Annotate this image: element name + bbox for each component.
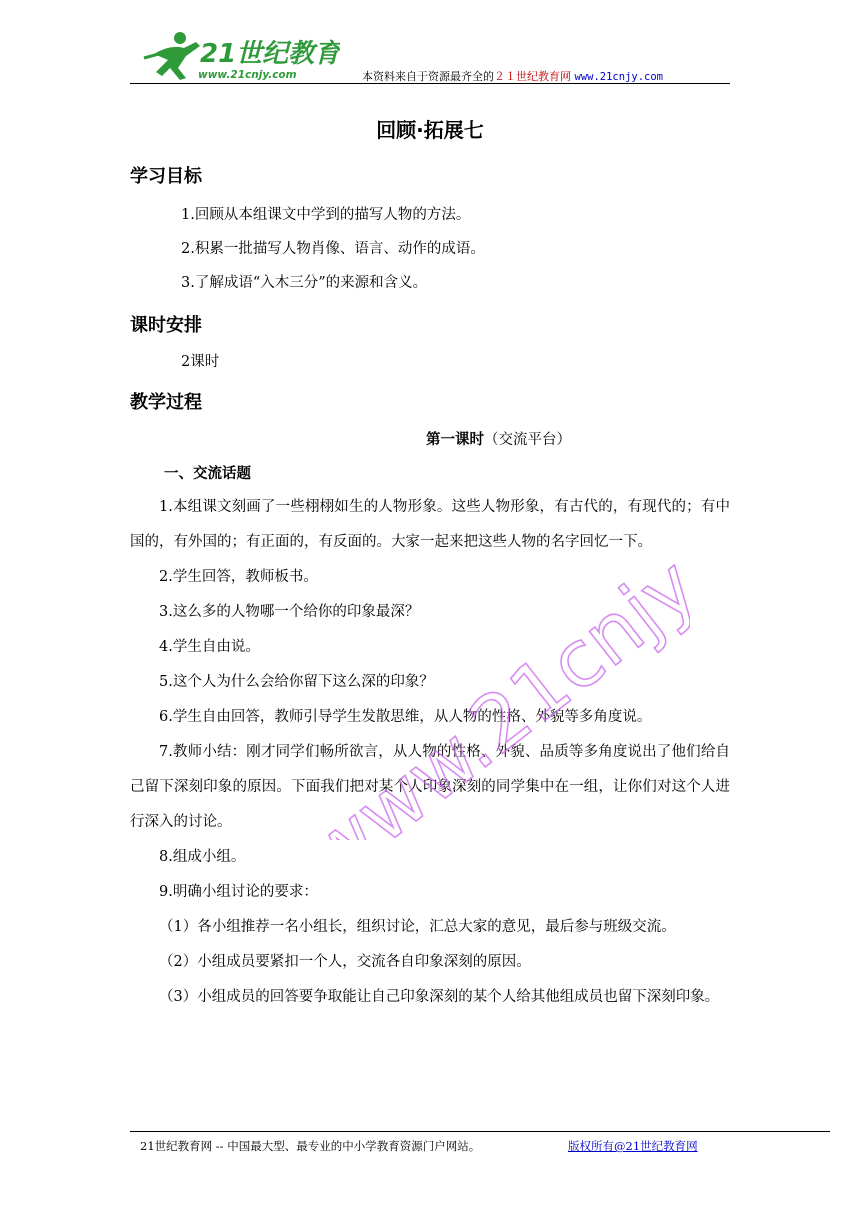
discussion-items xyxy=(130,490,730,1015)
part1-heading: 一、交流话题 xyxy=(164,466,251,482)
list-item: （1）各小组推荐一名小组长，组织讨论，汇总大家的意见，最后参与班级交流。 xyxy=(159,919,676,935)
footer-copyright-link[interactable]: 版权所有@21世纪教育网 xyxy=(568,1139,698,1153)
logo-url-text: www.21cnjy.com xyxy=(198,69,297,81)
goal-item: 3.了解成语“入木三分”的来源和含义。 xyxy=(181,275,428,291)
header-divider xyxy=(130,83,730,84)
header-note-url[interactable]: www.21cnjy.com xyxy=(574,71,664,83)
goal-item: 2.积累一批描写人物肖像、语言、动作的成语。 xyxy=(181,241,485,257)
logo-main-text: 21世纪教育 xyxy=(200,39,340,69)
list-item: 7.教师小结：刚才同学们畅所欲言，从人物的性格、外貌、品质等多角度说出了他们给自己留下深刻印象的原因。下面我们把对某个人印象深刻的同学集中在一组，让你们对这个人进行深入的讨论。 xyxy=(130,744,730,830)
lesson-title-rest: （交流平台） xyxy=(484,432,571,448)
list-item: （3）小组成员的回答要争取能让自己印象深刻的某个人给其他组成员也留下深刻印象。 xyxy=(159,989,720,1005)
goals-heading: 学习目标 xyxy=(130,166,202,187)
list-item: 8.组成小组。 xyxy=(159,849,246,865)
list-item: 6.学生自由回答，教师引导学生发散思维，从人物的性格、外貌等多角度说。 xyxy=(159,709,652,725)
header-note xyxy=(362,68,663,84)
page-title: 回顾·拓展七 xyxy=(376,118,484,142)
schedule-value: 2课时 xyxy=(181,354,220,370)
header-note-brand: ２１世纪教育网 xyxy=(494,70,571,83)
footer-divider xyxy=(130,1131,830,1132)
list-item: （2）小组成员要紧扣一个人，交流各自印象深刻的原因。 xyxy=(159,954,531,970)
header-note-prefix: 本资料来自于资源最齐全的 xyxy=(362,70,494,83)
goal-item: 1.回顾从本组课文中学到的描写人物的方法。 xyxy=(181,207,471,223)
lesson-title xyxy=(426,430,571,450)
list-item: 5.这个人为什么会给你留下这么深的印象？ xyxy=(159,674,434,690)
lesson-title-bold: 第一课时 xyxy=(426,432,484,448)
process-heading: 教学过程 xyxy=(130,392,202,413)
site-logo xyxy=(140,28,340,84)
list-item: 4.学生自由说。 xyxy=(159,639,260,655)
list-item: 2.学生回答，教师板书。 xyxy=(159,569,318,585)
footer-left-text: 21世纪教育网 -- 中国最大型、最专业的中小学教育资源门户网站。 xyxy=(140,1139,481,1153)
watermark-text: www.21cnjy.com xyxy=(289,430,690,840)
list-item: 9.明确小组讨论的要求： xyxy=(159,884,318,900)
list-item: 1.本组课文刻画了一些栩栩如生的人物形象。这些人物形象，有古代的，有现代的；有中国的，有外国的；有正面的，有反面的。大家一起来把这些人物的名字回忆一下。 xyxy=(130,499,730,550)
list-item: 3.这么多的人物哪一个给你的印象最深？ xyxy=(159,604,420,620)
schedule-heading: 课时安排 xyxy=(130,315,202,336)
running-man-logo-icon xyxy=(140,28,340,84)
